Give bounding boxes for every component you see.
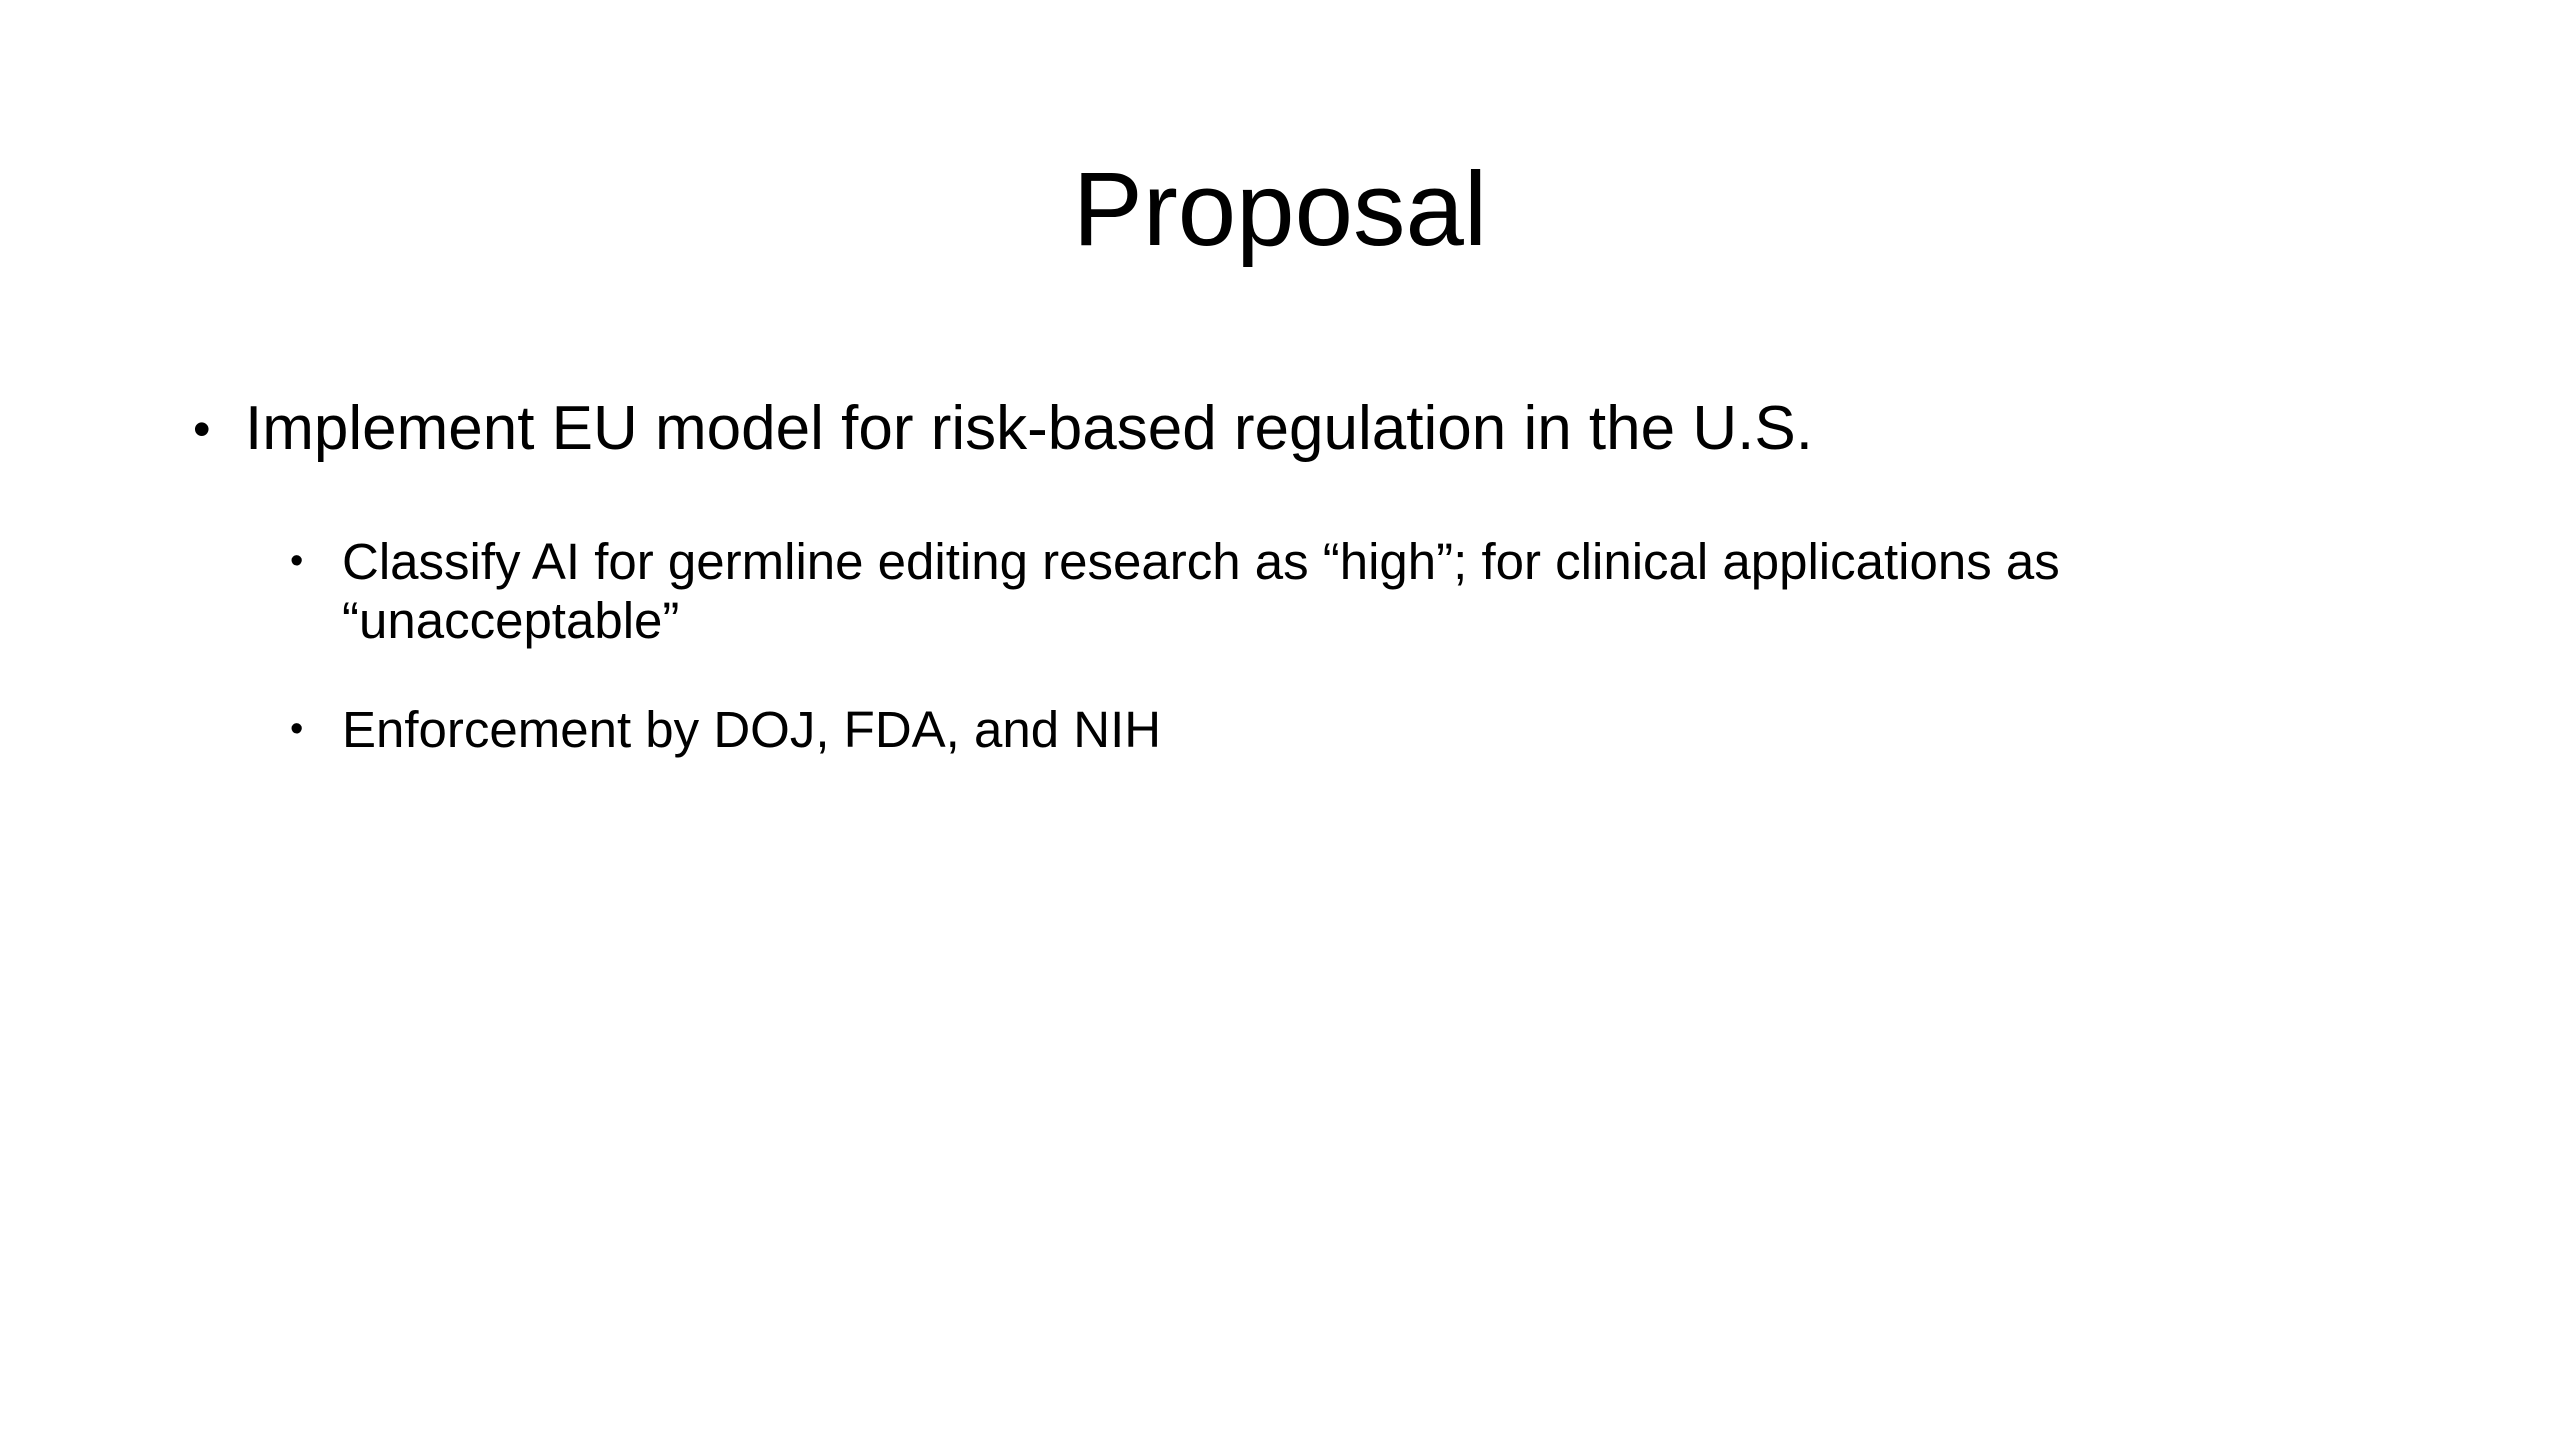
bullet-text: Implement EU model for risk-based regulation in the U.S. [245,394,1813,463]
slide-title: Proposal [1072,151,1488,268]
bullet-marker-icon: • [193,401,211,457]
bullet-item-level-1 [193,391,1813,467]
bullet-item-level-2 [290,700,2340,759]
bullet-item-level-2 [290,532,2340,650]
bullet-marker-icon: • [290,708,304,750]
bullet-text: Enforcement by DOJ, FDA, and NIH [342,701,1162,758]
bullet-text: Classify AI for germline editing research as “high”; for clinical applications as “unacceptable” [342,533,2060,649]
bullet-marker-icon: • [290,540,304,582]
